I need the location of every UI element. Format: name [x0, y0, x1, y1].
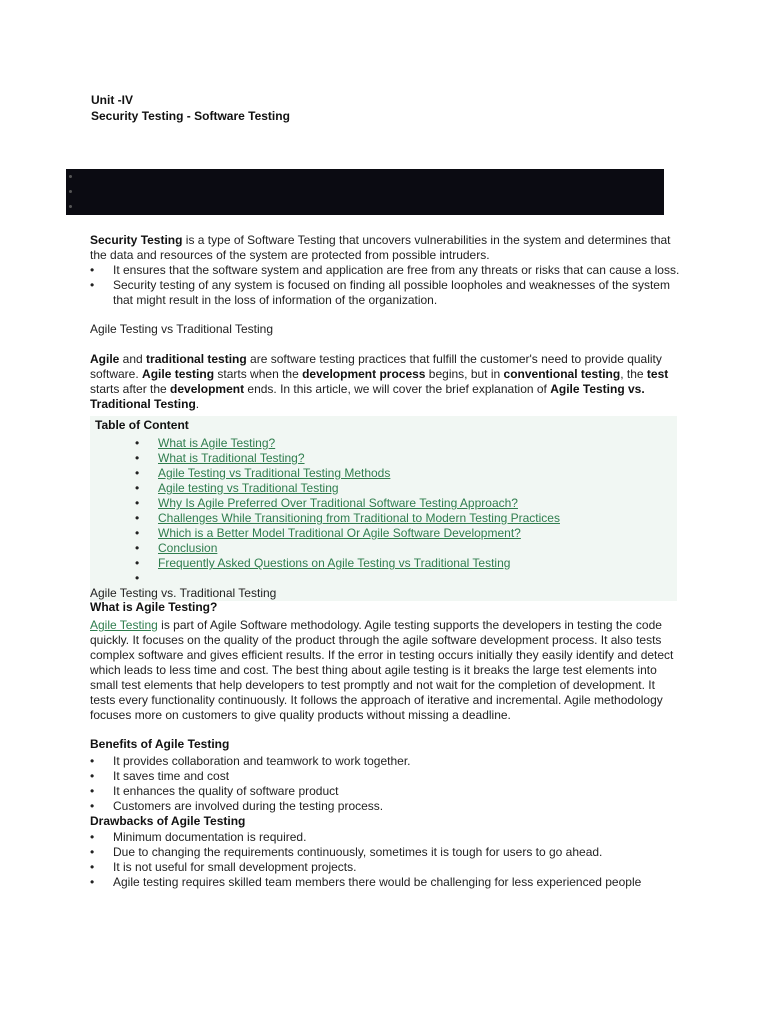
bold-text: development process	[302, 367, 426, 381]
list-item: • It provides collaboration and teamwork to work together.	[90, 754, 690, 769]
intro-bullets	[90, 263, 680, 308]
section-heading: What is Agile Testing?	[90, 600, 218, 614]
list-item: • Agile testing requires skilled team members there would be challenging for less experienced people	[90, 875, 730, 890]
toc-link[interactable]: Why Is Agile Preferred Over Traditional Software Testing Approach?	[158, 496, 518, 510]
list-item: • It is not useful for small development projects.	[90, 860, 730, 875]
text: , the	[620, 367, 647, 381]
toc-item	[135, 571, 560, 586]
intro-paragraph	[90, 233, 680, 308]
black-banner	[66, 169, 664, 215]
text: begins, but in	[425, 367, 504, 381]
bullet-icon	[69, 175, 72, 178]
text: starts when the	[214, 367, 303, 381]
text: .	[195, 397, 200, 411]
toc-item	[135, 496, 560, 511]
toc-item	[135, 466, 560, 481]
toc-item	[135, 451, 560, 466]
list-item: • It ensures that the software system and application are free from any threats or risks that can cause a loss.	[90, 263, 680, 278]
toc-item	[135, 481, 560, 496]
toc-item	[135, 556, 560, 571]
text: starts after the	[90, 382, 171, 396]
toc-item	[135, 511, 560, 526]
toc-item	[135, 436, 560, 451]
agile-heading: Agile Testing vs Traditional Testing	[90, 322, 273, 336]
section-heading: Benefits of Agile Testing	[90, 737, 230, 751]
list-item: • It saves time and cost	[90, 769, 690, 784]
bold-text: development	[170, 382, 245, 396]
toc-link[interactable]: What is Traditional Testing?	[158, 451, 305, 465]
unit-label: Unit -IV	[91, 93, 133, 107]
bold-text: Agile	[90, 352, 120, 366]
intro-term: Security Testing	[90, 233, 183, 247]
benefits-list	[90, 754, 690, 814]
toc-link[interactable]: Frequently Asked Questions on Agile Testing vs Traditional Testing	[158, 556, 511, 570]
toc-link[interactable]: Conclusion	[158, 541, 218, 555]
bold-text: traditional testing	[146, 352, 247, 366]
drawbacks-list	[90, 830, 730, 890]
list-item: • It enhances the quality of software product	[90, 784, 690, 799]
toc-link[interactable]: Agile Testing vs Traditional Testing Methods	[158, 466, 391, 480]
bold-text: Agile testing	[142, 367, 215, 381]
list-item: • Security testing of any system is focused on finding all possible loopholes and weaknesses of the system that might result in the loss of information of the organization.	[90, 278, 680, 308]
toc-item	[135, 541, 560, 556]
list-item: • Minimum documentation is required.	[90, 830, 730, 845]
toc-list	[135, 436, 560, 586]
toc-link[interactable]: Which is a Better Model Traditional Or Agile Software Development?	[158, 526, 521, 540]
bullet-icon	[69, 205, 72, 208]
text: are software testing practices that fulfill the customer's need to provide quality software.	[90, 352, 662, 381]
bold-text: conventional testing	[503, 367, 621, 381]
agile-testing-link[interactable]: Agile Testing	[90, 618, 158, 632]
toc-link[interactable]: Agile testing vs Traditional Testing	[158, 481, 339, 495]
caption: Agile Testing vs. Traditional Testing	[90, 586, 277, 600]
toc-link[interactable]: What is Agile Testing?	[158, 436, 276, 450]
toc-item	[135, 526, 560, 541]
text: is part of Agile Software methodology. Agile testing supports the developers in testing the code quickly. It focuses on the quality of the product through the agile software development process. It also tests complex software and gives efficient results. If the error in testing occurs initially they easily identify and detect which leads to less time and cost. The best thing about agile testing is it breaks the large test elements into small test elements that help developers to test promptly and not wait for the completion of development. It tests every functionality continuously. It follows the approach of iterative and incremental. Agile methodology focuses more on customers to give quality products without missing a deadline.	[90, 618, 674, 722]
page-title: Security Testing - Software Testing	[91, 109, 290, 123]
agile-paragraph	[90, 352, 680, 412]
bold-text: test	[646, 367, 669, 381]
list-item: • Customers are involved during the testing process.	[90, 799, 690, 814]
list-item: • Due to changing the requirements continuously, sometimes it is tough for users to go ahead.	[90, 845, 730, 860]
what-is-paragraph	[90, 618, 680, 723]
bold-text: Agile Testing vs. Traditional Testing	[90, 382, 645, 411]
bullet-icon	[69, 190, 72, 193]
section-heading: Drawbacks of Agile Testing	[90, 814, 246, 828]
toc-title: Table of Content	[95, 418, 189, 432]
text: and	[119, 352, 147, 366]
toc-link[interactable]: Challenges While Transitioning from Traditional to Modern Testing Practices	[158, 511, 560, 525]
text: ends. In this article, we will cover the brief explanation of	[244, 382, 551, 396]
intro-text: is a type of Software Testing that uncovers vulnerabilities in the system and determines that the data and resources of the system are protected from possible intruders.	[90, 233, 671, 262]
